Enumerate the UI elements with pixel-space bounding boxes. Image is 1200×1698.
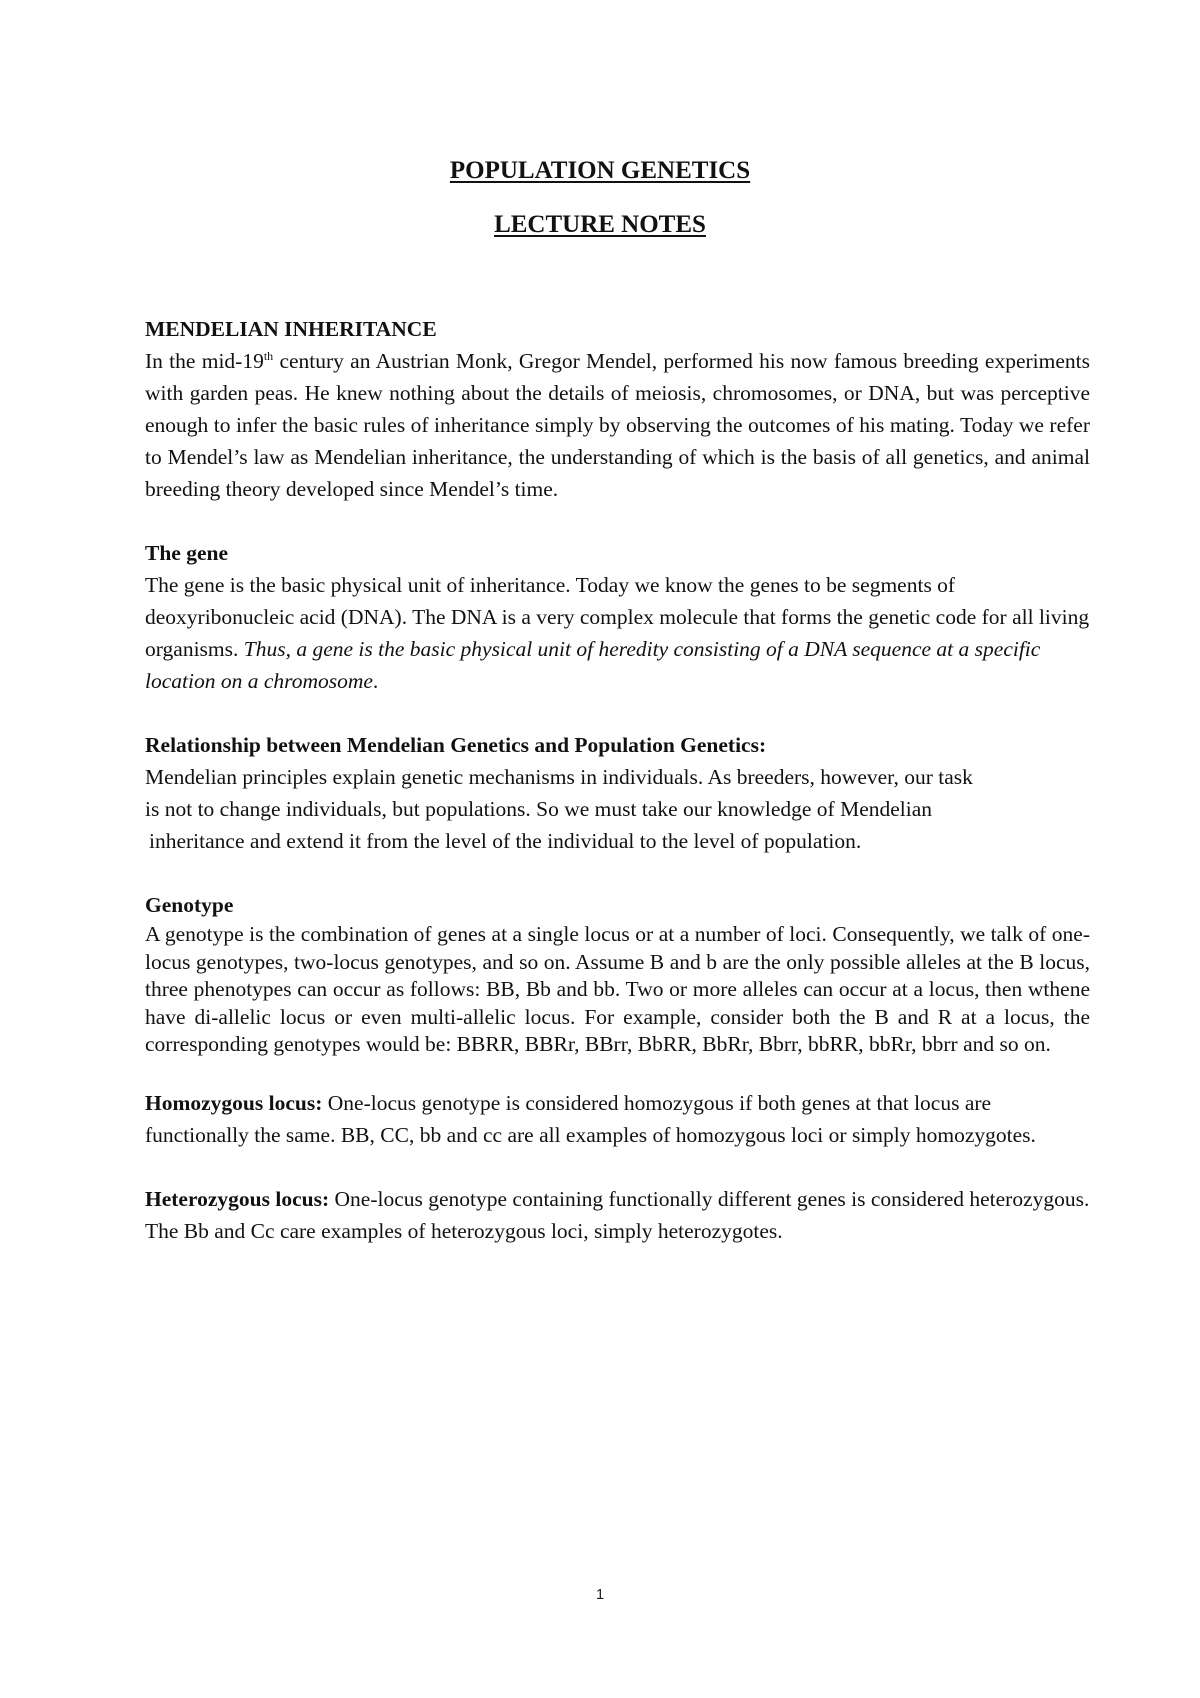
section-paragraph xyxy=(145,1183,1090,1247)
section-genotype xyxy=(145,889,1090,1059)
section-paragraph xyxy=(145,761,1090,857)
paragraph-text: century an Austrian Monk, Gregor Mendel, performed his now famous breeding experiments with garden peas. He knew nothing about the details of meiosis, chromosomes, or DNA, but was perceptive enough to infer the basic rules of inheritance simply by observing the outcomes of his mating. Today we refer to Mendel’s law as Mendelian inheritance, the understanding of which is the basis of all genetics, and animal breeding theory developed since Mendel’s time. xyxy=(145,349,1090,501)
section-mendelian-inheritance xyxy=(145,313,1090,505)
paragraph-text: The gene is the basic physical unit of inheritance. Today we know the genes to be segments of deoxyribonucleic acid (DNA). The DNA is a very complex molecule that forms the genetic code for all living organisms. xyxy=(145,573,1090,661)
section-heading: Relationship between Mendelian Genetics and Population Genetics: xyxy=(145,733,767,757)
paragraph-text: One-locus genotype is considered homozygous if both genes at that locus are functionally the same. BB, CC, bb and cc are all examples of homozygous loci or simply homozygotes. xyxy=(145,1090,1036,1147)
section-heading: MENDELIAN INHERITANCE xyxy=(145,317,437,341)
section-heading: The gene xyxy=(145,541,229,565)
inline-heading: Homozygous locus: xyxy=(145,1090,323,1115)
italic-definition: Thus, a gene is the basic physical unit of heredity consisting of a DNA sequence at a specific location on a chromosome xyxy=(145,637,1041,693)
section-homozygous-locus xyxy=(145,1087,1090,1151)
section-heterozygous-locus xyxy=(145,1183,1090,1247)
superscript: th xyxy=(263,348,274,363)
section-paragraph xyxy=(145,1087,1090,1151)
section-heading: Genotype xyxy=(145,893,234,917)
section-paragraph xyxy=(145,569,1090,697)
paragraph-line: Mendelian principles explain genetic mechanisms in individuals. As breeders, however, our task xyxy=(145,765,973,789)
page-number: 1 xyxy=(595,1586,605,1603)
paragraph-end: . xyxy=(372,669,379,693)
section-relationship xyxy=(145,729,1090,857)
paragraph-line: inheritance and extend it from the level of the individual to the level of population. xyxy=(149,829,862,853)
paragraph-text: One-locus genotype containing functionally different genes is considered heterozygous. The Bb and Cc care examples of heterozygous loci, simply heterozygotes. xyxy=(145,1186,1090,1243)
paragraph-text: In the mid-19 xyxy=(145,349,264,373)
document-title: POPULATION GENETICS xyxy=(449,157,751,184)
document-body xyxy=(145,313,1090,1279)
inline-heading: Heterozygous locus: xyxy=(145,1186,330,1211)
section-the-gene xyxy=(145,537,1090,697)
section-paragraph: A genotype is the combination of genes at a single locus or at a number of loci. Consequently, we talk of one-locus genotypes, two-locus genotypes, and so on. Assume B and b are the only possible alleles at the B locus, three phenotypes can occur as follows: BB, Bb and bb. Two or more alleles can occur at a locus, then wthene have di-allelic locus or even multi-allelic locus. For example, consider both the B and R at a locus, the corresponding genotypes would be: BBRR, BBRr, BBrr, BbRR, BbRr, Bbrr, bbRR, bbRr, bbrr and so on. xyxy=(145,922,1090,1056)
section-paragraph xyxy=(145,345,1090,505)
document-subtitle: LECTURE NOTES xyxy=(494,211,706,238)
paragraph-line: is not to change individuals, but populations. So we must take our knowledge of Mendelian xyxy=(145,797,933,821)
